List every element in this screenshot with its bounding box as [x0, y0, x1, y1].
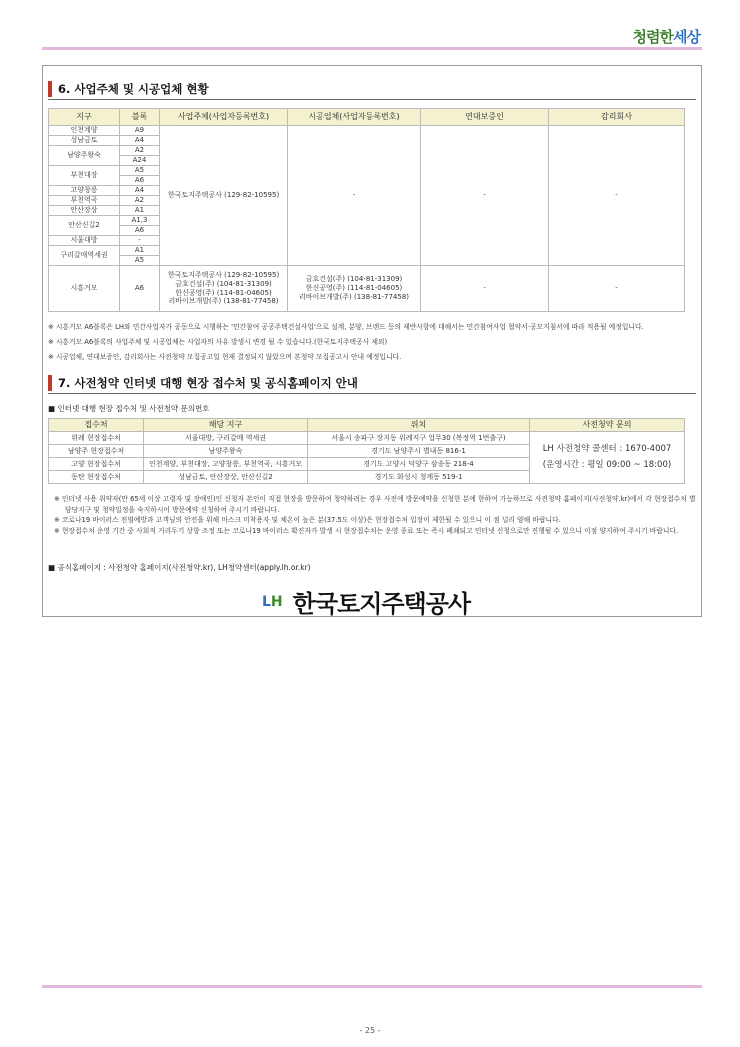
table-row: 안산장상 A1 — [49, 206, 685, 216]
page-number: - 25 - — [359, 1026, 381, 1035]
section6-title: 6. 사업주체 및 시공업체 현황 — [58, 82, 209, 96]
section6-note-2: ※ 시흥거모 A6블록의 사업주체 및 시공업체는 사업자의 사유 발생시 변경 될 수 있습니다.(한국토지주택공사 제외) — [48, 338, 388, 346]
header-logo: 청렴한세상 — [632, 28, 700, 46]
table-row: A24 — [49, 156, 685, 166]
bottom-rule — [42, 985, 702, 988]
table-row: 위례 현장접수처 서울대방, 구리갈매 역세권 서울시 송파구 장지동 위례지구 업무30 (복정역 1번출구) LH 사전청약 콜센터 : 1670-4007 (운영시간 : 평일 09:00 ~ 18:00) — [49, 432, 685, 445]
section7-title: 7. 사전청약 인터넷 대행 현장 접수처 및 공식홈페이지 안내 — [58, 376, 358, 390]
table-row-siheung: 시흥거모 A6 한국토지주택공사 (129-82-10595) 금호건설(주) (104-81-31309) 한신공영(주) (114-81-04605) 리바이브개발(주) (138-81-77458) 금호건설(주) (104-81-31309) 한신공영(주) (114-81-04605) 리바이브개발(주) (138-81-77458) - - — [49, 266, 685, 312]
table-row: 남양주왕숙 A2 — [49, 146, 685, 156]
top-rule — [42, 47, 702, 50]
reception-table-header: 접수처 해당 지구 위치 사전청약 문의 — [49, 419, 685, 432]
table-row: 인천계양 A9 한국토지주택공사 (129-82-10595) - - - — [49, 126, 685, 136]
table-row: 남양주 현장접수처 남양주왕숙 경기도 남양주시 별내동 816-1 — [49, 445, 685, 458]
section6-heading — [48, 82, 209, 96]
table-row: 고양창릉 A4 — [49, 186, 685, 196]
section7-notes — [54, 494, 699, 536]
table-row: 부천역곡 A2 — [49, 196, 685, 206]
section6-note-3: ※ 시공업체, 연대보증인, 감리회사는 사전청약 모집공고일 현재 결정되지 않았으며 본청약 모집공고시 안내 예정입니다. — [48, 353, 402, 361]
list-item: ※ 현장접수처 운영 기간 중 사회적 거리두기 상향 조정 또는 코로나19 바이러스 확진자가 발생 시 현장접수처는 운영 종료 또는 즉시 폐쇄되고 인터넷 신청으로만 진행될 수 있으니 이점 양지하여 주시기 바랍니다. — [54, 526, 679, 535]
table-row: 동탄 현장접수처 성남금토, 안산장상, 안산신길2 경기도 화성시 청계동 519-1 — [49, 471, 685, 484]
lh-logo-icon: LH — [262, 593, 283, 610]
list-item: ※ 인터넷 사용 취약자(만 65세 이상 고령자 및 장애인)인 신청자 본인이 직접 현장을 방문하여 청약하려는 경우 사전에 방문예약을 신청한 분에 한하여 가능하므로 사전청약 홈페이지(사전청약.kr)에서 각 현장접수처 별 담당지구 및 청약일정을 숙지하시어 방문예약 신청하여 주시기 바랍니다. — [54, 495, 696, 514]
company-name: 한국토지주택공사 — [292, 590, 471, 618]
developer-table-header: 지구 블록 사업주체(사업자등록번호) 시공업체(사업자등록번호) 연대보증인 감리회사 — [49, 109, 685, 126]
table-row: 안산신길2 A1,3 — [49, 216, 685, 226]
developer-table — [48, 108, 685, 312]
table-row: 서울대방 - — [49, 236, 685, 246]
section-bar-icon — [48, 375, 52, 391]
lh-footer-logo — [262, 584, 470, 619]
section6-note-1: ※ 시흥거모 A6블록은 LH와 민간사업자가 공동으로 시행하는 '민간참여 공공주택건설사업'으로 설계, 분양, 브랜드 등의 제반사항에 대해서는 민간참여사업 협약서·공모지침서에 따라 적용될 예정입니다. — [48, 323, 644, 331]
table-row: A6 — [49, 176, 685, 186]
list-item: ※ 코로나19 바이러스 전염예방과 고객님의 안전을 위해 마스크 미착용자 및 체온이 높은 분(37.5도 이상)은 현장접수처 입장이 제한될 수 있으니 이 점 널리 양해 바랍니다. — [54, 516, 561, 525]
table-row: A5 — [49, 256, 685, 266]
section7-heading — [48, 376, 358, 390]
reception-table — [48, 418, 685, 484]
table-row: A6 — [49, 226, 685, 236]
table-row: 구리갈매역세권 A1 — [49, 246, 685, 256]
inquiry-cell: LH 사전청약 콜센터 : 1670-4007 (운영시간 : 평일 09:00 ~ 18:00) — [530, 432, 685, 484]
table-row: 고양 현장접수처 인천계양, 부천대장, 고양창릉, 부천역곡, 시흥거모 경기도 고양시 덕양구 삼송동 218-4 — [49, 458, 685, 471]
section-bar-icon — [48, 81, 52, 97]
table-row: 성남금토 A4 — [49, 136, 685, 146]
homepage-info: ■ 공식홈페이지 : 사전청약 홈페이지(사전청약.kr), LH청약센터(apply.lh.or.kr) — [48, 563, 311, 572]
table-row: 부천대장 A5 — [49, 166, 685, 176]
section7-subtitle: ■ 인터넷 대행 현장 접수처 및 사전청약 문의번호 — [48, 404, 210, 413]
